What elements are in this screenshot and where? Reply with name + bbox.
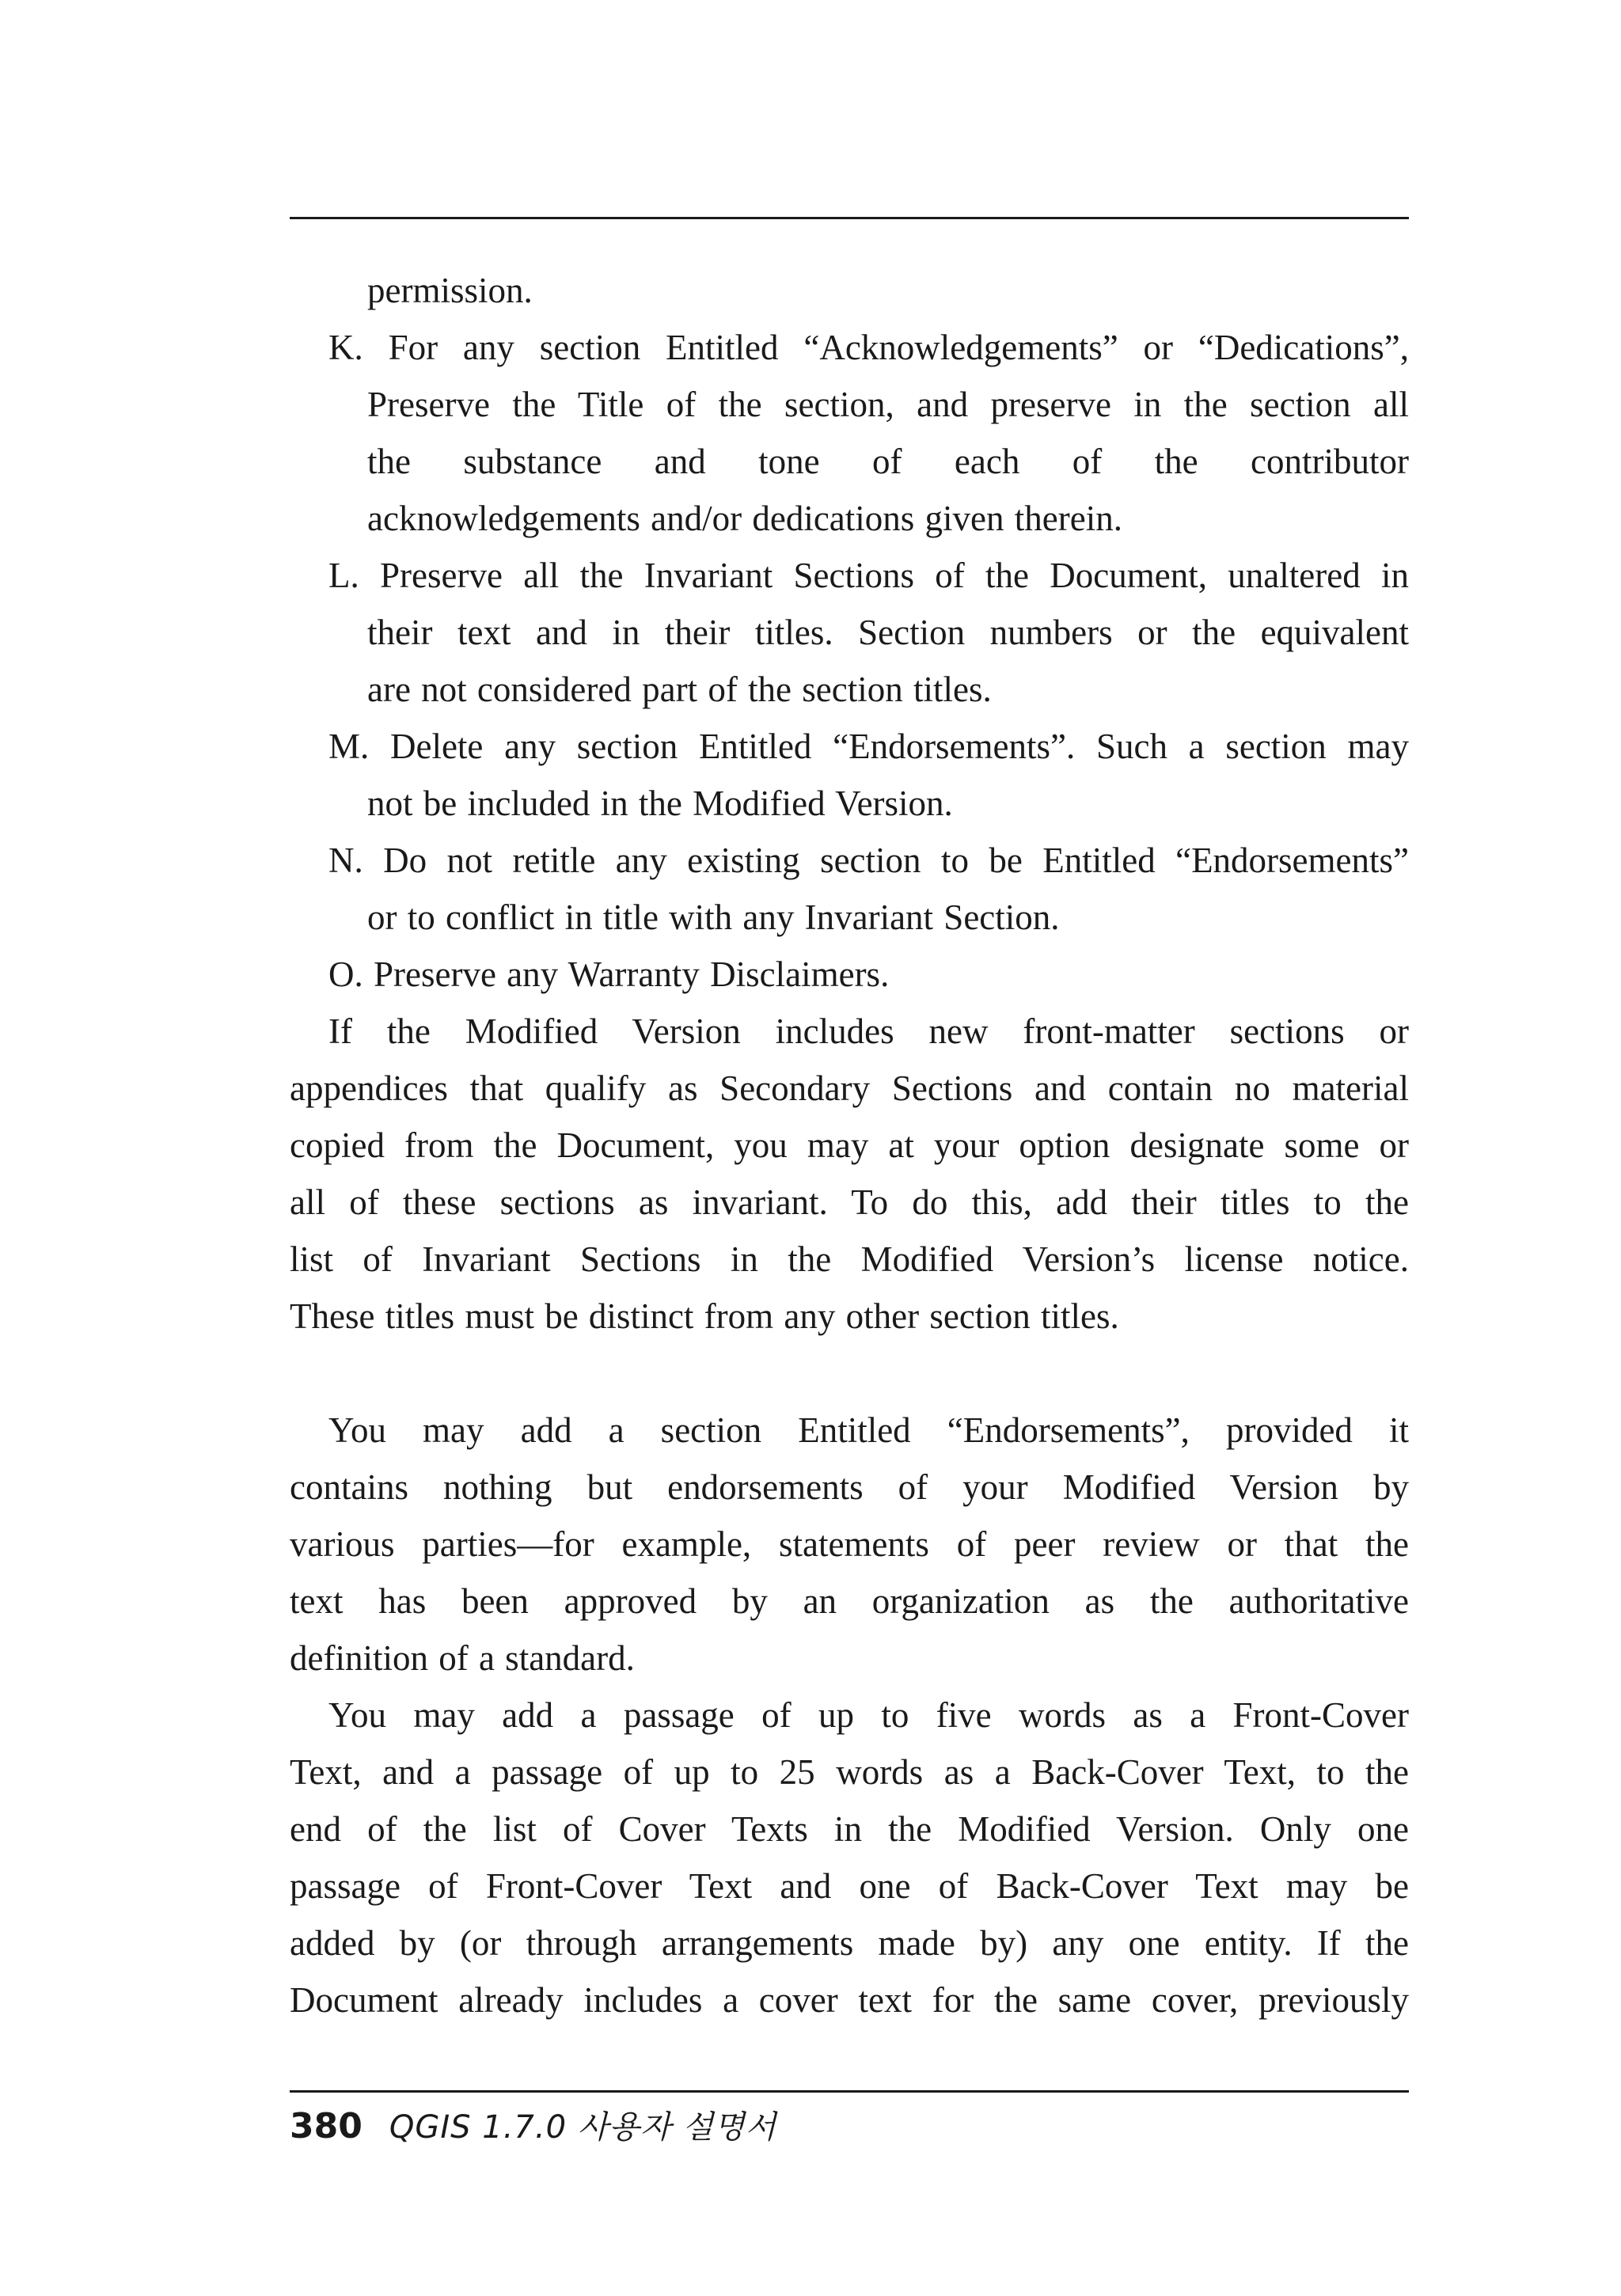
text-line: definition of a standard. <box>290 1638 635 1678</box>
text-line: M. Delete any section Entitled “Endorsements”. Such a section may <box>328 727 1409 766</box>
running-title: QGIS 1.7.0 사용자 설명서 <box>389 2109 777 2146</box>
text-line: Document already includes a cover text for the same cover, previously <box>290 1980 1409 2020</box>
text-line: text has been approved by an organization as the authoritative <box>290 1581 1409 1621</box>
page-footer <box>290 2102 776 2157</box>
text-line: list of Invariant Sections in the Modified Version’s license notice. <box>290 1239 1409 1279</box>
text-line: N. Do not retitle any existing section to be Entitled “Endorsements” <box>328 841 1409 880</box>
text-line: You may add a passage of up to five words as a Front-Cover <box>328 1695 1409 1735</box>
paragraph-gap <box>290 1345 1409 1402</box>
text-line: If the Modified Version includes new front-matter sections or <box>328 1011 1409 1051</box>
page-number: 380 <box>290 2106 363 2146</box>
text-line: O. Preserve any Warranty Disclaimers. <box>328 954 890 994</box>
footer-rule <box>290 2090 1409 2093</box>
text-line: are not considered part of the section titles. <box>367 670 992 709</box>
text-line: copied from the Document, you may at your option designate some or <box>290 1125 1409 1165</box>
text-line: passage of Front-Cover Text and one of Back-Cover Text may be <box>290 1866 1409 1906</box>
text-line: not be included in the Modified Version. <box>367 784 953 823</box>
text-line: Text, and a passage of up to 25 words as a Back-Cover Text, to the <box>290 1752 1409 1792</box>
text-line: all of these sections as invariant. To do this, add their titles to the <box>290 1182 1409 1222</box>
text-line: permission. <box>367 271 533 310</box>
text-line: These titles must be distinct from any other section titles. <box>290 1296 1119 1336</box>
text-line: L. Preserve all the Invariant Sections of the Document, unaltered in <box>328 556 1409 595</box>
text-line: their text and in their titles. Section numbers or the equivalent <box>367 613 1409 652</box>
text-line: appendices that qualify as Secondary Sections and contain no material <box>290 1068 1409 1108</box>
text-line: the substance and tone of each of the contributor <box>367 442 1409 481</box>
text-line: acknowledgements and/or dedications given therein. <box>367 499 1122 538</box>
text-line: K. For any section Entitled “Acknowledgements” or “Dedications”, <box>328 328 1409 367</box>
text-line: Preserve the Title of the section, and preserve in the section all <box>367 385 1409 424</box>
body-text <box>290 262 1409 2028</box>
text-line: added by (or through arrangements made by) any one entity. If the <box>290 1923 1409 1963</box>
text-line: end of the list of Cover Texts in the Modified Version. Only one <box>290 1809 1409 1849</box>
text-line: various parties—for example, statements of peer review or that the <box>290 1524 1409 1564</box>
header-rule <box>290 217 1409 219</box>
text-line: You may add a section Entitled “Endorsements”, provided it <box>328 1410 1409 1450</box>
text-line: or to conflict in title with any Invariant Section. <box>367 898 1060 937</box>
text-line: contains nothing but endorsements of your Modified Version by <box>290 1467 1409 1507</box>
